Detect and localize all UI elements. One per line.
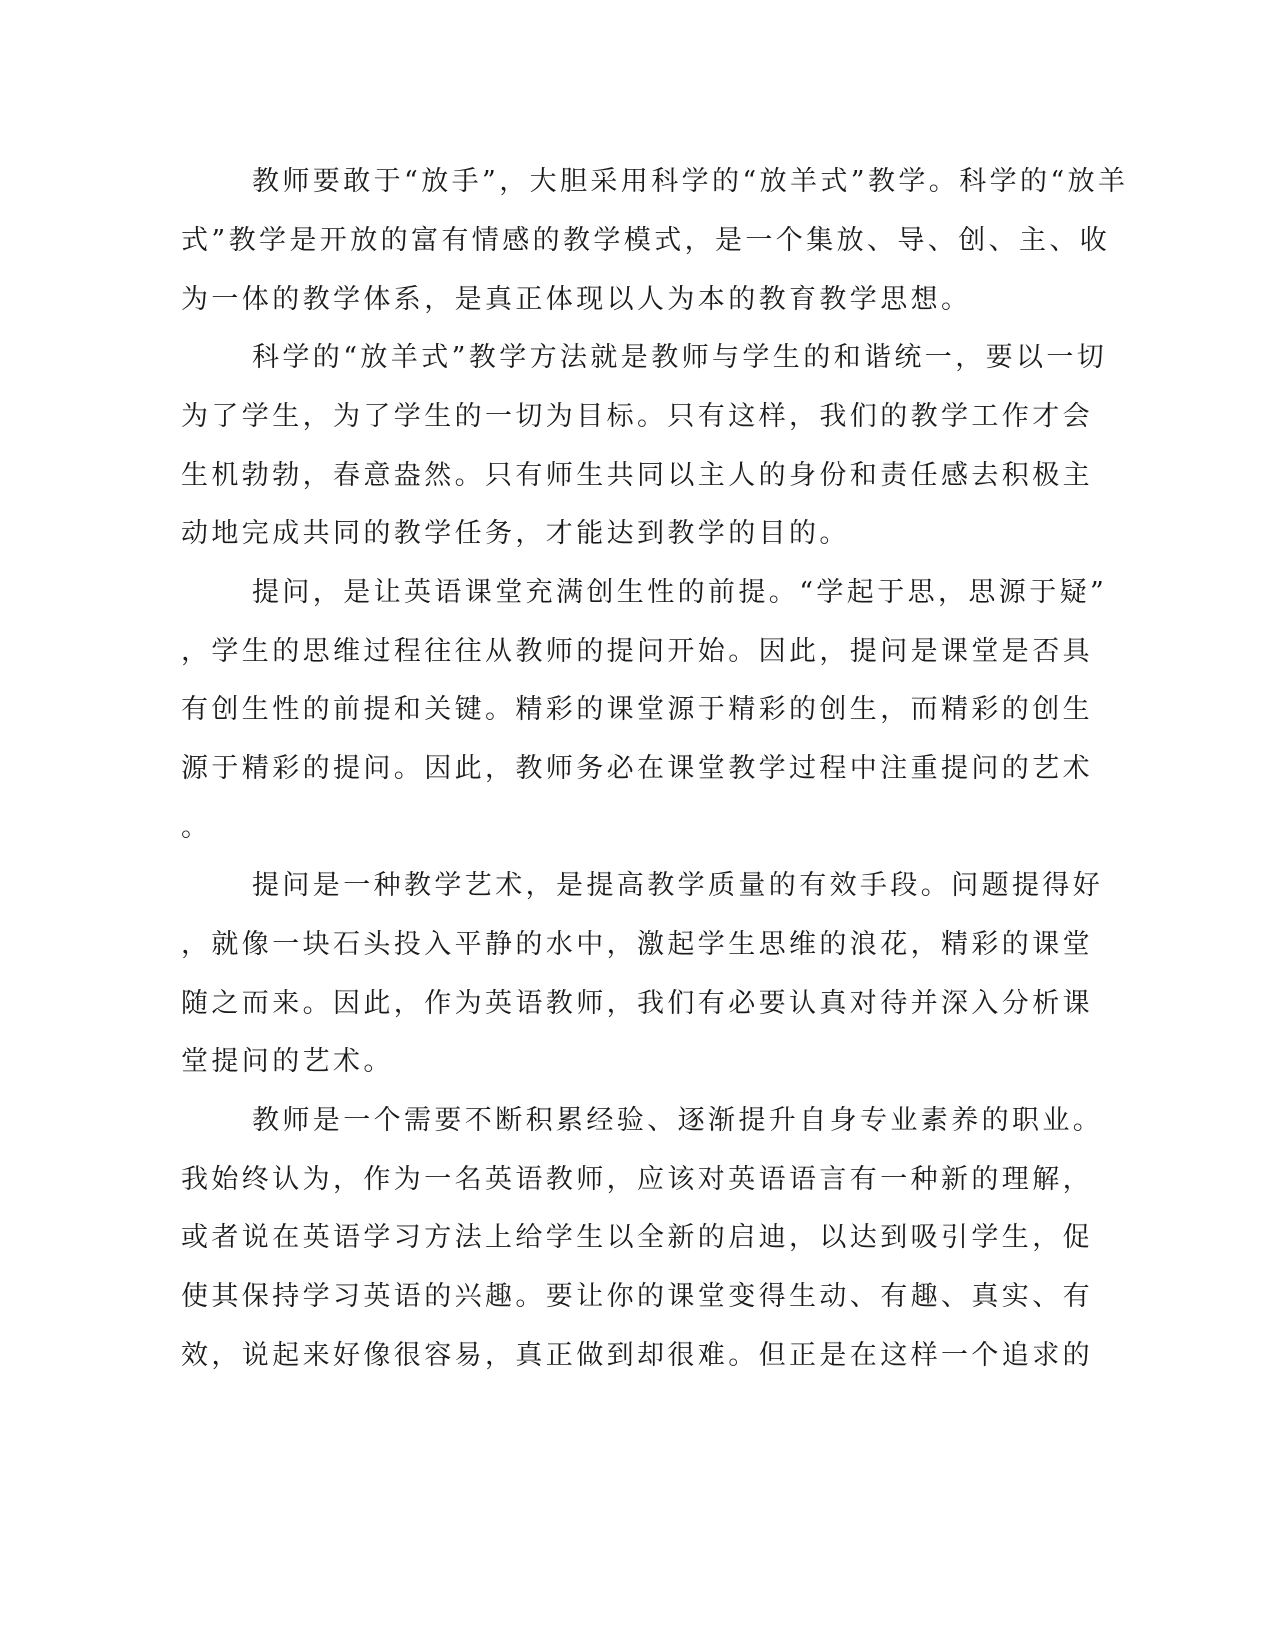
text-line: 。 [181,812,212,843]
text-line: 教师是一个需要不断积累经验、逐渐提升自身专业素养的职业。 [252,1105,1104,1136]
text-line: 为了学生，为了学生的一切为目标。只有这样，我们的教学工作才会 [181,401,1093,432]
text-line: 教师要敢于“放手”，大胆采用科学的“放羊式”教学。科学的“放羊 [252,166,1129,197]
text-line: 动地完成共同的教学任务，才能达到教学的目的。 [181,518,850,549]
text-line: 随之而来。因此，作为英语教师，我们有必要认真对待并深入分析课 [181,988,1093,1019]
text-line: 效，说起来好像很容易，真正做到却很难。但正是在这样一个追求的 [181,1340,1093,1371]
text-line: 为一体的教学体系，是真正体现以人为本的教育教学思想。 [181,284,972,315]
text-line: 科学的“放羊式”教学方法就是教师与学生的和谐统一，要以一切 [252,342,1108,373]
text-line: 我始终认为，作为一名英语教师，应该对英语语言有一种新的理解， [181,1164,1093,1195]
text-line: 式”教学是开放的富有情感的教学模式，是一个集放、导、创、主、收 [181,225,1111,256]
text-line: 提问，是让英语课堂充满创生性的前提。“学起于思，思源于疑” [252,577,1108,608]
text-line: 堂提问的艺术。 [181,1046,394,1077]
text-line: ，就像一块石头投入平静的水中，激起学生思维的浪花，精彩的课堂 [181,929,1093,960]
text-line: 使其保持学习英语的兴趣。要让你的课堂变得生动、有趣、真实、有 [181,1281,1093,1312]
text-line: 或者说在英语学习方法上给学生以全新的启迪，以达到吸引学生，促 [181,1222,1093,1253]
text-line: 生机勃勃，春意盎然。只有师生共同以主人的身份和责任感去积极主 [181,460,1093,491]
text-line: 源于精彩的提问。因此，教师务必在课堂教学过程中注重提问的艺术 [181,753,1093,784]
text-line: ，学生的思维过程往往从教师的提问开始。因此，提问是课堂是否具 [181,636,1093,667]
text-line: 有创生性的前提和关键。精彩的课堂源于精彩的创生，而精彩的创生 [181,694,1093,725]
text-line: 提问是一种教学艺术，是提高教学质量的有效手段。问题提得好 [252,870,1104,901]
